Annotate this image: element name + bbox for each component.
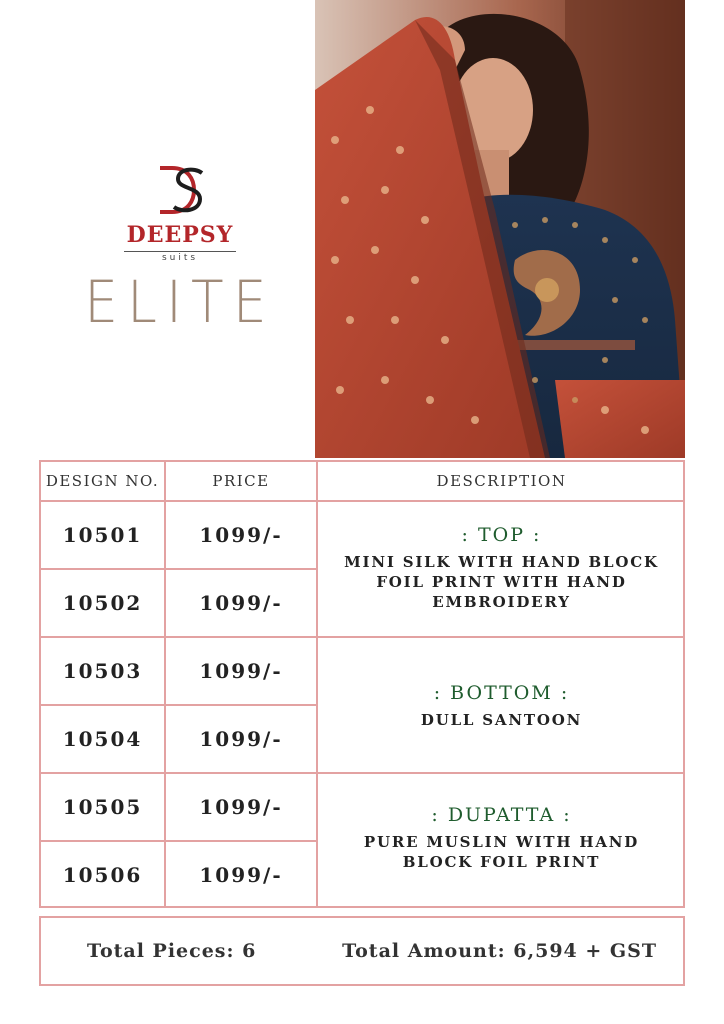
brand-block xyxy=(60,150,300,350)
description-dupatta xyxy=(318,804,685,872)
collection-title: ELITE xyxy=(84,268,276,336)
design-number: 10502 xyxy=(62,591,143,615)
header-description: DESCRIPTION xyxy=(436,472,567,490)
price: 1099/- xyxy=(199,659,283,683)
description-line: DULL SANTOON xyxy=(420,711,583,729)
total-amount: Total Amount: 6,594 + GST xyxy=(342,940,657,962)
model-photo xyxy=(315,0,685,458)
description-line: MINI SILK WITH HAND BLOCK xyxy=(344,553,659,571)
price: 1099/- xyxy=(199,863,283,887)
description-title: : TOP : xyxy=(461,524,542,546)
model-photo-illustration xyxy=(315,0,685,458)
description-top xyxy=(318,524,685,612)
design-number: 10506 xyxy=(62,863,143,887)
design-number: 10503 xyxy=(62,659,143,683)
header-price: PRICE xyxy=(212,472,270,490)
ds-logo-icon xyxy=(152,165,208,215)
brand-name: DEEPSY xyxy=(126,222,234,248)
header-design-no: DESIGN NO. xyxy=(45,472,160,490)
description-line: PURE MUSLIN WITH HAND xyxy=(363,833,640,851)
description-bottom xyxy=(318,682,685,730)
price: 1099/- xyxy=(199,591,283,615)
total-pieces: Total Pieces: 6 xyxy=(87,940,257,962)
design-price-table xyxy=(39,460,685,908)
design-number: 10505 xyxy=(62,795,143,819)
brand-divider xyxy=(124,251,236,252)
totals-bar xyxy=(39,916,685,986)
description-line: FOIL PRINT WITH HAND xyxy=(376,573,627,591)
description-line: EMBROIDERY xyxy=(432,593,571,611)
price: 1099/- xyxy=(199,795,283,819)
description-title: : DUPATTA : xyxy=(431,804,572,826)
design-number: 10501 xyxy=(62,523,143,547)
price: 1099/- xyxy=(199,523,283,547)
price: 1099/- xyxy=(199,727,283,751)
brand-tagline: suits xyxy=(161,253,199,263)
description-line: BLOCK FOIL PRINT xyxy=(402,853,601,871)
description-title: : BOTTOM : xyxy=(433,682,570,704)
design-number: 10504 xyxy=(62,727,143,751)
